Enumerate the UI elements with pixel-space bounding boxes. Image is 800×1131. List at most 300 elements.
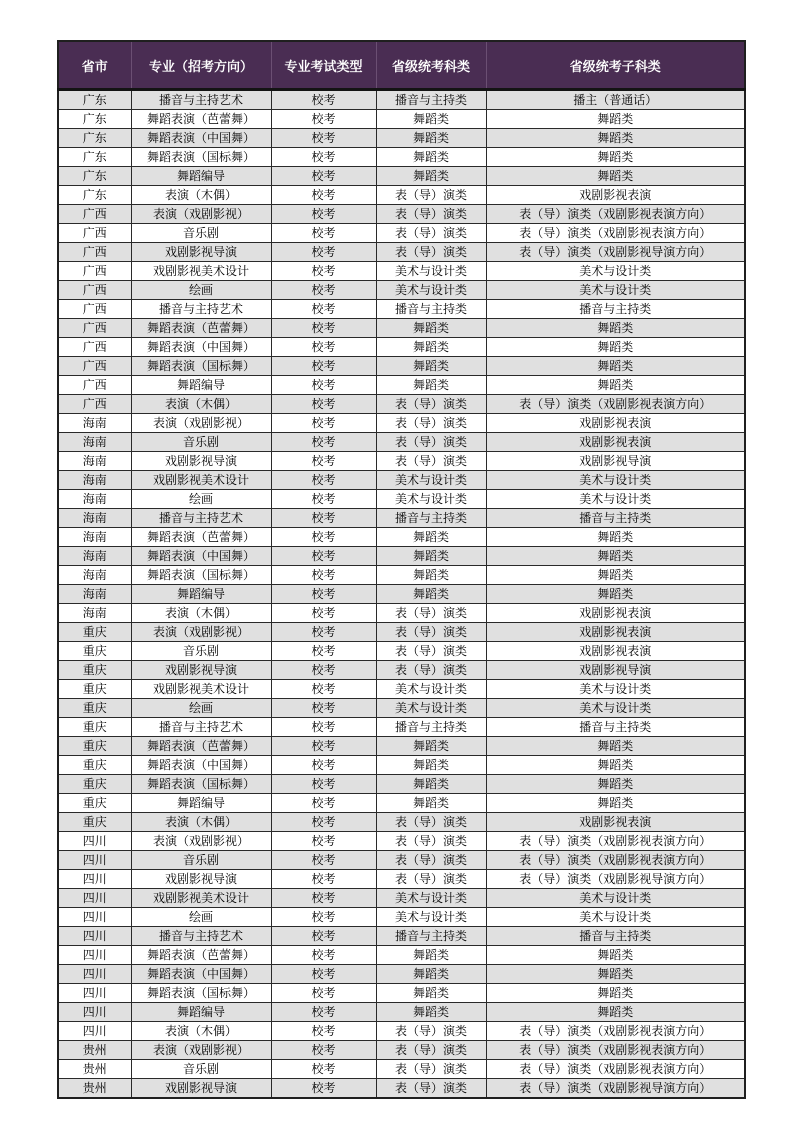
- cell-province: 广西: [58, 224, 131, 243]
- cell-provincial-subcategory: 美术与设计类: [486, 281, 745, 300]
- cell-provincial-category: 美术与设计类: [376, 908, 486, 927]
- cell-provincial-category: 表（导）演类: [376, 870, 486, 889]
- cell-provincial-category: 表（导）演类: [376, 224, 486, 243]
- cell-provincial-subcategory: 舞蹈类: [486, 148, 745, 167]
- table-row: [58, 357, 745, 376]
- cell-province: 广东: [58, 129, 131, 148]
- cell-provincial-category: 舞蹈类: [376, 357, 486, 376]
- table-row: [58, 167, 745, 186]
- cell-province: 海南: [58, 566, 131, 585]
- cell-provincial-subcategory: 美术与设计类: [486, 889, 745, 908]
- cell-major: 音乐剧: [131, 851, 271, 870]
- cell-major: 戏剧影视导演: [131, 243, 271, 262]
- cell-province: 四川: [58, 870, 131, 889]
- cell-exam-type: 校考: [271, 756, 376, 775]
- cell-province: 广东: [58, 90, 131, 110]
- table-row: [58, 889, 745, 908]
- cell-provincial-subcategory: 播音与主持类: [486, 718, 745, 737]
- cell-provincial-subcategory: 表（导）演类（戏剧影视导演方向）: [486, 1079, 745, 1099]
- cell-exam-type: 校考: [271, 661, 376, 680]
- cell-exam-type: 校考: [271, 718, 376, 737]
- cell-major: 舞蹈编导: [131, 1003, 271, 1022]
- cell-provincial-subcategory: 表（导）演类（戏剧影视表演方向）: [486, 1022, 745, 1041]
- cell-provincial-subcategory: 舞蹈类: [486, 338, 745, 357]
- cell-provincial-category: 舞蹈类: [376, 110, 486, 129]
- cell-major: 舞蹈表演（国标舞）: [131, 357, 271, 376]
- cell-province: 广东: [58, 167, 131, 186]
- cell-provincial-category: 播音与主持类: [376, 509, 486, 528]
- cell-provincial-category: 表（导）演类: [376, 414, 486, 433]
- cell-provincial-subcategory: 表（导）演类（戏剧影视表演方向）: [486, 1041, 745, 1060]
- cell-exam-type: 校考: [271, 737, 376, 756]
- cell-exam-type: 校考: [271, 395, 376, 414]
- cell-major: 戏剧影视导演: [131, 870, 271, 889]
- cell-province: 重庆: [58, 680, 131, 699]
- cell-provincial-category: 美术与设计类: [376, 281, 486, 300]
- table-row: [58, 395, 745, 414]
- cell-provincial-subcategory: 戏剧影视导演: [486, 452, 745, 471]
- cell-province: 四川: [58, 1003, 131, 1022]
- table-row: [58, 1060, 745, 1079]
- cell-provincial-subcategory: 戏剧影视表演: [486, 433, 745, 452]
- cell-provincial-category: 播音与主持类: [376, 718, 486, 737]
- cell-province: 贵州: [58, 1060, 131, 1079]
- cell-provincial-subcategory: 舞蹈类: [486, 737, 745, 756]
- cell-major: 表演（戏剧影视）: [131, 1041, 271, 1060]
- cell-exam-type: 校考: [271, 794, 376, 813]
- cell-exam-type: 校考: [271, 338, 376, 357]
- cell-province: 重庆: [58, 661, 131, 680]
- cell-exam-type: 校考: [271, 224, 376, 243]
- cell-province: 广西: [58, 300, 131, 319]
- cell-province: 重庆: [58, 756, 131, 775]
- cell-province: 海南: [58, 509, 131, 528]
- cell-provincial-subcategory: 戏剧影视表演: [486, 186, 745, 205]
- cell-exam-type: 校考: [271, 870, 376, 889]
- cell-major: 舞蹈表演（国标舞）: [131, 775, 271, 794]
- cell-major: 音乐剧: [131, 224, 271, 243]
- table-row: [58, 870, 745, 889]
- cell-exam-type: 校考: [271, 566, 376, 585]
- cell-provincial-subcategory: 戏剧影视表演: [486, 623, 745, 642]
- cell-major: 舞蹈表演（芭蕾舞）: [131, 319, 271, 338]
- cell-provincial-subcategory: 播音与主持类: [486, 927, 745, 946]
- cell-province: 四川: [58, 832, 131, 851]
- cell-provincial-category: 舞蹈类: [376, 167, 486, 186]
- cell-exam-type: 校考: [271, 585, 376, 604]
- cell-province: 广西: [58, 281, 131, 300]
- cell-provincial-category: 舞蹈类: [376, 376, 486, 395]
- table-row: [58, 984, 745, 1003]
- exam-category-table: [57, 40, 746, 1099]
- cell-provincial-category: 舞蹈类: [376, 319, 486, 338]
- cell-province: 重庆: [58, 813, 131, 832]
- cell-provincial-subcategory: 表（导）演类（戏剧影视表演方向）: [486, 205, 745, 224]
- cell-province: 广西: [58, 376, 131, 395]
- table-row: [58, 319, 745, 338]
- cell-provincial-category: 美术与设计类: [376, 262, 486, 281]
- cell-major: 舞蹈表演（中国舞）: [131, 756, 271, 775]
- cell-province: 四川: [58, 1022, 131, 1041]
- cell-province: 重庆: [58, 718, 131, 737]
- cell-provincial-category: 表（导）演类: [376, 395, 486, 414]
- cell-exam-type: 校考: [271, 90, 376, 110]
- cell-provincial-category: 舞蹈类: [376, 965, 486, 984]
- cell-provincial-subcategory: 舞蹈类: [486, 566, 745, 585]
- cell-province: 广西: [58, 243, 131, 262]
- cell-major: 表演（戏剧影视）: [131, 832, 271, 851]
- cell-provincial-subcategory: 舞蹈类: [486, 319, 745, 338]
- cell-provincial-category: 舞蹈类: [376, 1003, 486, 1022]
- cell-province: 重庆: [58, 794, 131, 813]
- cell-provincial-subcategory: 舞蹈类: [486, 984, 745, 1003]
- table-row: [58, 433, 745, 452]
- cell-provincial-subcategory: 美术与设计类: [486, 699, 745, 718]
- table-row: [58, 452, 745, 471]
- col-header-province: 省市: [58, 41, 131, 90]
- table-row: [58, 1041, 745, 1060]
- cell-major: 舞蹈编导: [131, 376, 271, 395]
- cell-exam-type: 校考: [271, 509, 376, 528]
- cell-province: 广西: [58, 395, 131, 414]
- cell-exam-type: 校考: [271, 148, 376, 167]
- cell-province: 重庆: [58, 699, 131, 718]
- cell-provincial-category: 表（导）演类: [376, 1022, 486, 1041]
- cell-province: 海南: [58, 414, 131, 433]
- table-row: [58, 90, 745, 110]
- cell-provincial-category: 舞蹈类: [376, 566, 486, 585]
- cell-major: 舞蹈表演（中国舞）: [131, 547, 271, 566]
- cell-exam-type: 校考: [271, 129, 376, 148]
- cell-major: 舞蹈表演（国标舞）: [131, 984, 271, 1003]
- cell-major: 戏剧影视美术设计: [131, 262, 271, 281]
- cell-exam-type: 校考: [271, 832, 376, 851]
- cell-provincial-category: 舞蹈类: [376, 794, 486, 813]
- cell-exam-type: 校考: [271, 357, 376, 376]
- cell-major: 播音与主持艺术: [131, 90, 271, 110]
- table-row: [58, 547, 745, 566]
- table-row: [58, 813, 745, 832]
- cell-province: 广西: [58, 357, 131, 376]
- cell-major: 表演（木偶）: [131, 395, 271, 414]
- cell-major: 舞蹈表演（中国舞）: [131, 965, 271, 984]
- cell-provincial-category: 表（导）演类: [376, 186, 486, 205]
- cell-province: 贵州: [58, 1079, 131, 1099]
- col-header-provincial-subcategory: 省级统考子科类: [486, 41, 745, 90]
- table-row: [58, 490, 745, 509]
- cell-major: 播音与主持艺术: [131, 927, 271, 946]
- cell-provincial-category: 舞蹈类: [376, 338, 486, 357]
- cell-exam-type: 校考: [271, 775, 376, 794]
- cell-exam-type: 校考: [271, 281, 376, 300]
- cell-exam-type: 校考: [271, 680, 376, 699]
- cell-province: 海南: [58, 471, 131, 490]
- cell-provincial-subcategory: 表（导）演类（戏剧影视表演方向）: [486, 832, 745, 851]
- cell-major: 绘画: [131, 908, 271, 927]
- cell-provincial-category: 表（导）演类: [376, 832, 486, 851]
- cell-provincial-category: 舞蹈类: [376, 946, 486, 965]
- cell-major: 舞蹈表演（芭蕾舞）: [131, 946, 271, 965]
- table-row: [58, 1003, 745, 1022]
- table-row: [58, 965, 745, 984]
- cell-exam-type: 校考: [271, 414, 376, 433]
- cell-province: 海南: [58, 604, 131, 623]
- cell-provincial-subcategory: 舞蹈类: [486, 756, 745, 775]
- table-row: [58, 471, 745, 490]
- header-row: [58, 41, 745, 90]
- cell-provincial-subcategory: 舞蹈类: [486, 167, 745, 186]
- cell-provincial-category: 美术与设计类: [376, 889, 486, 908]
- cell-exam-type: 校考: [271, 300, 376, 319]
- cell-province: 广东: [58, 186, 131, 205]
- cell-provincial-category: 表（导）演类: [376, 851, 486, 870]
- cell-province: 四川: [58, 984, 131, 1003]
- cell-provincial-subcategory: 表（导）演类（戏剧影视表演方向）: [486, 851, 745, 870]
- cell-provincial-subcategory: 美术与设计类: [486, 490, 745, 509]
- cell-provincial-category: 舞蹈类: [376, 528, 486, 547]
- cell-provincial-category: 表（导）演类: [376, 642, 486, 661]
- cell-exam-type: 校考: [271, 642, 376, 661]
- cell-major: 戏剧影视导演: [131, 452, 271, 471]
- table-row: [58, 775, 745, 794]
- cell-provincial-subcategory: 戏剧影视表演: [486, 414, 745, 433]
- table-row: [58, 414, 745, 433]
- cell-exam-type: 校考: [271, 623, 376, 642]
- cell-provincial-category: 表（导）演类: [376, 1041, 486, 1060]
- cell-provincial-category: 表（导）演类: [376, 452, 486, 471]
- cell-provincial-category: 舞蹈类: [376, 984, 486, 1003]
- table-row: [58, 509, 745, 528]
- cell-provincial-category: 表（导）演类: [376, 1079, 486, 1099]
- cell-provincial-subcategory: 美术与设计类: [486, 471, 745, 490]
- cell-provincial-category: 舞蹈类: [376, 547, 486, 566]
- cell-provincial-subcategory: 美术与设计类: [486, 908, 745, 927]
- cell-provincial-category: 表（导）演类: [376, 433, 486, 452]
- cell-exam-type: 校考: [271, 167, 376, 186]
- cell-province: 海南: [58, 585, 131, 604]
- table-row: [58, 718, 745, 737]
- cell-exam-type: 校考: [271, 528, 376, 547]
- cell-major: 音乐剧: [131, 642, 271, 661]
- cell-major: 戏剧影视美术设计: [131, 889, 271, 908]
- table-row: [58, 1022, 745, 1041]
- cell-exam-type: 校考: [271, 984, 376, 1003]
- cell-major: 舞蹈表演（中国舞）: [131, 338, 271, 357]
- cell-provincial-category: 表（导）演类: [376, 1060, 486, 1079]
- table-row: [58, 1079, 745, 1099]
- cell-major: 戏剧影视美术设计: [131, 471, 271, 490]
- cell-province: 四川: [58, 908, 131, 927]
- table-row: [58, 737, 745, 756]
- cell-exam-type: 校考: [271, 946, 376, 965]
- col-header-provincial-category: 省级统考科类: [376, 41, 486, 90]
- table-row: [58, 623, 745, 642]
- cell-provincial-category: 表（导）演类: [376, 623, 486, 642]
- cell-province: 四川: [58, 965, 131, 984]
- cell-major: 舞蹈表演（国标舞）: [131, 566, 271, 585]
- cell-provincial-subcategory: 舞蹈类: [486, 585, 745, 604]
- cell-province: 海南: [58, 433, 131, 452]
- table-row: [58, 642, 745, 661]
- table-row: [58, 927, 745, 946]
- cell-major: 表演（戏剧影视）: [131, 414, 271, 433]
- cell-provincial-category: 美术与设计类: [376, 471, 486, 490]
- cell-provincial-subcategory: 表（导）演类（戏剧影视表演方向）: [486, 224, 745, 243]
- cell-provincial-category: 美术与设计类: [376, 699, 486, 718]
- table-row: [58, 243, 745, 262]
- cell-major: 舞蹈编导: [131, 585, 271, 604]
- cell-exam-type: 校考: [271, 699, 376, 718]
- cell-provincial-category: 舞蹈类: [376, 756, 486, 775]
- cell-provincial-subcategory: 舞蹈类: [486, 528, 745, 547]
- table-row: [58, 224, 745, 243]
- cell-province: 广西: [58, 319, 131, 338]
- table-row: [58, 756, 745, 775]
- cell-province: 重庆: [58, 775, 131, 794]
- table-row: [58, 832, 745, 851]
- table-row: [58, 585, 745, 604]
- col-header-exam-type: 专业考试类型: [271, 41, 376, 90]
- cell-provincial-subcategory: 播音与主持类: [486, 300, 745, 319]
- cell-provincial-category: 舞蹈类: [376, 737, 486, 756]
- table-row: [58, 661, 745, 680]
- cell-provincial-subcategory: 戏剧影视表演: [486, 813, 745, 832]
- cell-major: 表演（戏剧影视）: [131, 205, 271, 224]
- cell-province: 四川: [58, 946, 131, 965]
- cell-provincial-subcategory: 舞蹈类: [486, 1003, 745, 1022]
- cell-major: 音乐剧: [131, 1060, 271, 1079]
- cell-provincial-category: 表（导）演类: [376, 205, 486, 224]
- table-body: [58, 90, 745, 1099]
- cell-exam-type: 校考: [271, 1022, 376, 1041]
- cell-exam-type: 校考: [271, 889, 376, 908]
- cell-provincial-subcategory: 舞蹈类: [486, 376, 745, 395]
- cell-major: 表演（木偶）: [131, 604, 271, 623]
- cell-major: 播音与主持艺术: [131, 718, 271, 737]
- cell-provincial-subcategory: 戏剧影视表演: [486, 642, 745, 661]
- table-row: [58, 262, 745, 281]
- cell-province: 广东: [58, 148, 131, 167]
- cell-major: 绘画: [131, 490, 271, 509]
- cell-exam-type: 校考: [271, 908, 376, 927]
- cell-provincial-category: 美术与设计类: [376, 490, 486, 509]
- cell-provincial-subcategory: 表（导）演类（戏剧影视导演方向）: [486, 243, 745, 262]
- cell-provincial-subcategory: 舞蹈类: [486, 946, 745, 965]
- cell-major: 戏剧影视导演: [131, 1079, 271, 1099]
- cell-exam-type: 校考: [271, 243, 376, 262]
- cell-major: 戏剧影视导演: [131, 661, 271, 680]
- cell-province: 四川: [58, 927, 131, 946]
- cell-major: 舞蹈编导: [131, 167, 271, 186]
- cell-provincial-subcategory: 播主（普通话）: [486, 90, 745, 110]
- cell-provincial-category: 表（导）演类: [376, 604, 486, 623]
- cell-major: 表演（木偶）: [131, 813, 271, 832]
- cell-major: 戏剧影视美术设计: [131, 680, 271, 699]
- cell-exam-type: 校考: [271, 319, 376, 338]
- cell-exam-type: 校考: [271, 262, 376, 281]
- cell-provincial-category: 美术与设计类: [376, 680, 486, 699]
- cell-provincial-subcategory: 舞蹈类: [486, 965, 745, 984]
- cell-provincial-subcategory: 舞蹈类: [486, 775, 745, 794]
- cell-province: 海南: [58, 528, 131, 547]
- cell-exam-type: 校考: [271, 547, 376, 566]
- cell-province: 海南: [58, 490, 131, 509]
- cell-major: 表演（戏剧影视）: [131, 623, 271, 642]
- cell-exam-type: 校考: [271, 490, 376, 509]
- cell-provincial-category: 舞蹈类: [376, 148, 486, 167]
- cell-provincial-subcategory: 美术与设计类: [486, 680, 745, 699]
- cell-major: 绘画: [131, 281, 271, 300]
- cell-exam-type: 校考: [271, 186, 376, 205]
- cell-provincial-subcategory: 戏剧影视导演: [486, 661, 745, 680]
- cell-exam-type: 校考: [271, 110, 376, 129]
- cell-provincial-subcategory: 表（导）演类（戏剧影视表演方向）: [486, 395, 745, 414]
- cell-major: 播音与主持艺术: [131, 509, 271, 528]
- cell-exam-type: 校考: [271, 927, 376, 946]
- cell-exam-type: 校考: [271, 376, 376, 395]
- table-row: [58, 110, 745, 129]
- cell-provincial-category: 舞蹈类: [376, 129, 486, 148]
- table-row: [58, 908, 745, 927]
- cell-province: 四川: [58, 851, 131, 870]
- cell-provincial-category: 表（导）演类: [376, 243, 486, 262]
- table-row: [58, 946, 745, 965]
- cell-exam-type: 校考: [271, 1041, 376, 1060]
- table-row: [58, 376, 745, 395]
- table-row: [58, 680, 745, 699]
- cell-provincial-subcategory: 舞蹈类: [486, 357, 745, 376]
- cell-exam-type: 校考: [271, 452, 376, 471]
- cell-major: 舞蹈编导: [131, 794, 271, 813]
- table-row: [58, 205, 745, 224]
- cell-province: 广西: [58, 338, 131, 357]
- cell-province: 广东: [58, 110, 131, 129]
- cell-provincial-category: 播音与主持类: [376, 927, 486, 946]
- cell-major: 音乐剧: [131, 433, 271, 452]
- cell-provincial-subcategory: 播音与主持类: [486, 509, 745, 528]
- cell-provincial-subcategory: 表（导）演类（戏剧影视表演方向）: [486, 1060, 745, 1079]
- cell-provincial-category: 舞蹈类: [376, 585, 486, 604]
- cell-provincial-subcategory: 舞蹈类: [486, 129, 745, 148]
- table-row: [58, 129, 745, 148]
- table-row: [58, 528, 745, 547]
- cell-province: 四川: [58, 889, 131, 908]
- cell-major: 舞蹈表演（国标舞）: [131, 148, 271, 167]
- cell-exam-type: 校考: [271, 813, 376, 832]
- table-row: [58, 338, 745, 357]
- cell-major: 舞蹈表演（芭蕾舞）: [131, 110, 271, 129]
- cell-provincial-subcategory: 舞蹈类: [486, 547, 745, 566]
- cell-provincial-subcategory: 戏剧影视表演: [486, 604, 745, 623]
- cell-provincial-subcategory: 舞蹈类: [486, 110, 745, 129]
- col-header-major: 专业（招考方向）: [131, 41, 271, 90]
- table-row: [58, 604, 745, 623]
- cell-exam-type: 校考: [271, 965, 376, 984]
- cell-provincial-category: 播音与主持类: [376, 90, 486, 110]
- cell-provincial-subcategory: 美术与设计类: [486, 262, 745, 281]
- table-row: [58, 851, 745, 870]
- table-row: [58, 794, 745, 813]
- cell-exam-type: 校考: [271, 471, 376, 490]
- cell-provincial-category: 播音与主持类: [376, 300, 486, 319]
- cell-provincial-category: 表（导）演类: [376, 661, 486, 680]
- table-row: [58, 186, 745, 205]
- cell-exam-type: 校考: [271, 851, 376, 870]
- table-row: [58, 566, 745, 585]
- cell-major: 舞蹈表演（芭蕾舞）: [131, 737, 271, 756]
- table-row: [58, 699, 745, 718]
- table-row: [58, 300, 745, 319]
